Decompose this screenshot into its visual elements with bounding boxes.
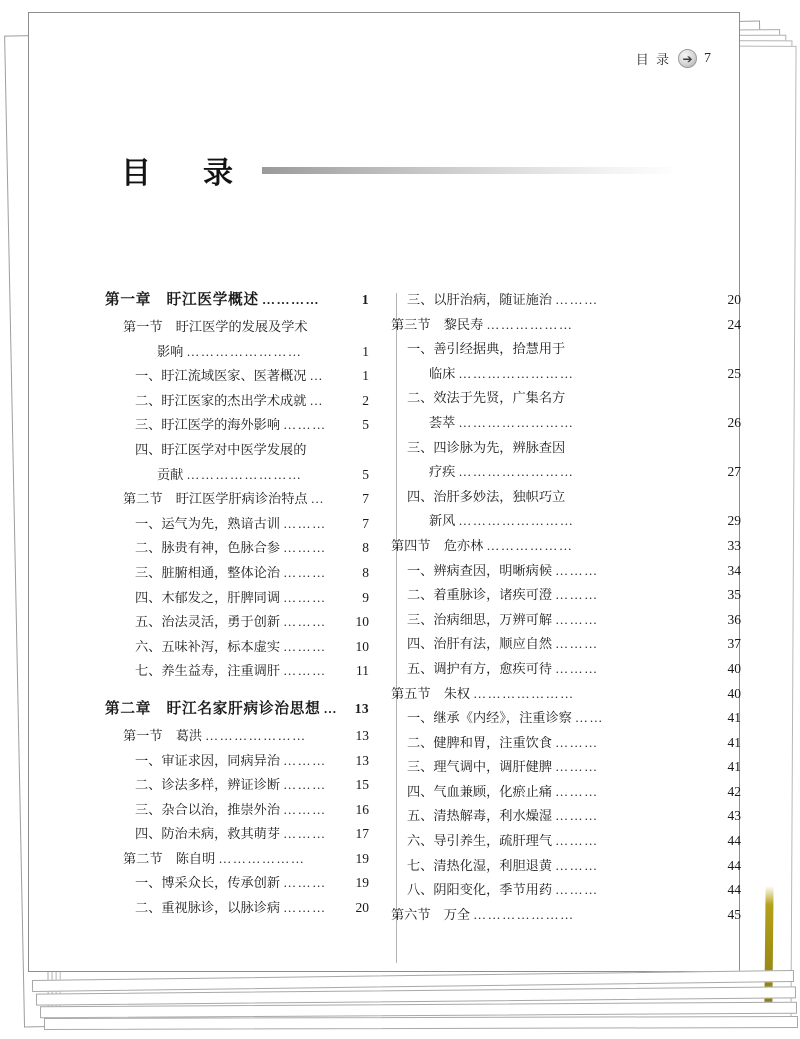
toc-entry-page-number: 15 (355, 777, 369, 793)
toc-entry-page-number: 27 (727, 464, 741, 480)
page-edge-4 (44, 1016, 798, 1030)
toc-entry-label: 三、理气调中，调肝健脾 (407, 759, 553, 775)
toc-entry-item[interactable] (391, 490, 741, 515)
toc-entry-page-number: 8 (362, 540, 369, 556)
toc-entry-section[interactable] (391, 687, 741, 712)
toc-entry-label: 疗疾 (429, 464, 456, 480)
toc-entry-label: 三、四诊脉为先，辨脉查因 (407, 439, 566, 455)
toc-entry-item[interactable] (391, 834, 741, 859)
toc-entry-label: 二、健脾和胃，注重饮食 (407, 734, 553, 750)
toc-leader-dots: ……… (555, 588, 599, 602)
toc-entry-item[interactable] (391, 809, 741, 834)
toc-entry-item[interactable] (391, 564, 741, 589)
toc-leader-dots: … (323, 701, 339, 715)
toc-entry-item[interactable] (105, 876, 369, 901)
toc-entry-page-number: 40 (727, 685, 741, 701)
toc-entry-label: 四、气血兼顾，化瘀止痛 (407, 783, 553, 799)
toc-entry-label: 三、以肝治病，随证施治 (407, 292, 553, 307)
toc-leader-dots: ……… (555, 834, 599, 848)
toc-leader-dots: ……… (283, 778, 327, 792)
toc-entry-item[interactable] (105, 591, 369, 616)
toc-leader-dots: ……… (283, 827, 327, 841)
toc-entry-cont[interactable] (391, 465, 741, 490)
toc-leader-dots: …………………… (186, 344, 303, 358)
toc-entry-item[interactable] (391, 785, 741, 810)
toc-entry-item[interactable] (391, 613, 741, 638)
toc-entry-label: 三、杂合以治，推崇外治 (135, 801, 281, 817)
toc-entry-section[interactable] (105, 492, 369, 517)
toc-entry-label: 二、脉贵有神，色脉合参 (135, 540, 281, 556)
toc-entry-page-number: 44 (727, 833, 741, 849)
toc-entry-page-number: 36 (727, 611, 741, 627)
toc-entry-item[interactable] (105, 664, 369, 689)
toc-leader-dots: … (309, 393, 324, 407)
toc-entry-label: 一、博采众长，传承创新 (135, 875, 281, 891)
toc-entry-label: 六、导引养生，疏肝理气 (407, 833, 553, 849)
toc-entry-label: 第一节 盱江医学的发展及学术 (123, 319, 308, 334)
toc-leader-dots: …………………… (186, 467, 303, 481)
toc-entry-page-number: 41 (727, 734, 741, 750)
toc-entry-label: 四、治肝多妙法，独帜巧立 (407, 488, 566, 504)
toc-entry-item[interactable] (105, 778, 369, 803)
toc-entry-page-number: 37 (727, 636, 741, 652)
toc-leader-dots: ……… (555, 809, 599, 823)
toc-entry-page-number: 44 (727, 882, 741, 898)
toc-entry-page-number: 1 (362, 343, 369, 359)
toc-entry-item[interactable] (105, 517, 369, 542)
toc-entry-page-number: 10 (355, 614, 369, 630)
toc-leader-dots: ……… (283, 615, 327, 629)
toc-entry-section[interactable] (105, 320, 369, 345)
toc-entry-label: 第一节 葛洪 (123, 727, 203, 743)
toc-spacer (105, 689, 369, 702)
toc-entry-item[interactable] (391, 736, 741, 761)
toc-leader-dots: ……… (555, 883, 599, 897)
toc-entry-label: 八、阴阳变化，季节用药 (407, 882, 553, 898)
toc-entry-label: 一、运气为先，熟谙古训 (135, 515, 281, 531)
toc-entry-page-number: 43 (727, 808, 741, 824)
toc-leader-dots: ……… (283, 541, 327, 555)
toc-entry-item[interactable] (105, 394, 369, 419)
toc-entry-item[interactable] (105, 541, 369, 566)
toc-entry-label: 四、木郁发之，肝脾同调 (135, 589, 281, 605)
toc-entry-page-number: 20 (355, 900, 369, 916)
toc-entry-cont[interactable] (391, 416, 741, 441)
toc-entry-label: 三、脏腑相通，整体论治 (135, 564, 281, 580)
toc-leader-dots: ……… (283, 639, 327, 653)
toc-entry-label: 二、盱江医家的杰出学术成就 (135, 392, 307, 408)
toc-leader-dots: ……… (283, 565, 327, 579)
toc-leader-dots: ……… (555, 760, 599, 774)
title-rule (262, 167, 681, 174)
toc-entry-item[interactable] (391, 760, 741, 785)
toc-entry-page-number: 24 (727, 316, 741, 332)
toc-entry-page-number: 5 (362, 466, 369, 482)
toc-entry-label: 二、着重脉诊，诸疾可澄 (407, 587, 553, 603)
toc-body (29, 291, 741, 971)
toc-entry-item[interactable] (105, 640, 369, 665)
toc-column-right (369, 291, 741, 971)
toc-entry-item[interactable] (105, 615, 369, 640)
toc-entry-item[interactable] (391, 859, 741, 884)
toc-entry-page-number: 7 (362, 491, 369, 507)
toc-entry-page-number: 19 (355, 850, 369, 866)
toc-leader-dots: ……… (283, 664, 327, 678)
toc-leader-dots: … (310, 492, 326, 506)
toc-entry-page-number: 26 (727, 414, 741, 430)
toc-leader-dots: ……………… (486, 317, 574, 331)
toc-leader-dots: ……… (283, 802, 327, 816)
toc-entry-page-number: 10 (355, 638, 369, 654)
toc-entry-cont[interactable] (105, 468, 369, 493)
toc-entry-page-number: 8 (362, 564, 369, 580)
toc-leader-dots: ……… (555, 784, 599, 798)
toc-leader-dots: ……… (283, 516, 327, 530)
toc-entry-label: 一、审证求因，同病异治 (135, 752, 281, 768)
toc-entry-label: 七、养生益寿，注重调肝 (135, 663, 281, 679)
toc-entry-page-number: 29 (727, 513, 741, 529)
toc-entry-item[interactable] (105, 566, 369, 591)
toc-leader-dots: ………………… (205, 728, 307, 742)
toc-leader-dots: …… (574, 711, 604, 725)
toc-leader-dots: ……… (555, 293, 599, 306)
running-head (636, 49, 711, 68)
toc-entry-page-number: 34 (727, 562, 741, 578)
toc-entry-item[interactable] (105, 443, 369, 468)
toc-entry-label: 七、清热化湿，利胆退黄 (407, 857, 553, 873)
toc-entry-item[interactable] (105, 754, 369, 779)
toc-entry-label: 一、善引经据典，拾慧用于 (407, 341, 566, 357)
toc-column-left (29, 291, 369, 971)
toc-entry-page-number: 2 (362, 392, 369, 408)
toc-entry-cont[interactable] (391, 367, 741, 392)
toc-leader-dots: ……… (283, 590, 327, 604)
toc-entry-label: 新风 (429, 513, 456, 529)
toc-title-row (121, 148, 681, 192)
toc-entry-label: 第三节 黎民寿 (391, 316, 484, 332)
toc-leader-dots: ………………… (473, 686, 575, 700)
toc-entry-label: 五、调护有方，愈疾可待 (407, 660, 553, 676)
toc-entry-section[interactable] (105, 852, 369, 877)
toc-entry-item[interactable] (391, 293, 741, 318)
toc-entry-label: 四、治肝有法，顺应自然 (407, 636, 553, 652)
toc-entry-label: 一、辨病查因，明晰病候 (407, 562, 553, 578)
toc-entry-item[interactable] (105, 418, 369, 443)
toc-entry-page-number: 41 (727, 710, 741, 726)
running-head-label: 目 录 (635, 52, 671, 67)
toc-entry-page-number: 13 (355, 727, 369, 743)
toc-entry-item[interactable] (391, 637, 741, 662)
toc-leader-dots: ……… (555, 661, 599, 675)
toc-entry-label: 四、防治未病，救其萌芽 (135, 826, 281, 842)
toc-entry-page-number: 42 (727, 783, 741, 799)
toc-entry-label: 贡献 (157, 466, 184, 482)
toc-entry-label: 一、盱江流域医家、医著概况 (135, 368, 307, 384)
page-title: 目 录 (121, 157, 244, 190)
toc-entry-page-number: 19 (355, 875, 369, 891)
toc-entry-label: 四、盱江医学对中医学发展的 (135, 441, 307, 457)
toc-leader-dots: … (309, 369, 324, 383)
toc-leader-dots: ……… (555, 612, 599, 626)
toc-leader-dots: …………………… (458, 415, 575, 429)
toc-entry-label: 二、重视脉诊，以脉诊病 (135, 900, 281, 916)
toc-entry-label: 影响 (157, 343, 184, 359)
toc-leader-dots: ………… (261, 293, 320, 306)
toc-entry-page-number: 13 (355, 752, 369, 768)
toc-entry-item[interactable] (391, 342, 741, 367)
toc-entry-label: 二、效法于先贤，广集名方 (407, 390, 566, 406)
toc-entry-page-number: 44 (727, 857, 741, 873)
toc-entry-label: 第六节 万全 (391, 906, 471, 922)
toc-entry-page-number: 7 (362, 515, 369, 531)
toc-entry-item[interactable] (391, 391, 741, 416)
toc-entry-label: 三、盱江医学的海外影响 (135, 417, 281, 433)
toc-entry-label: 第五节 朱权 (391, 685, 471, 701)
toc-page (28, 12, 740, 972)
toc-entry-label: 第二章 盱江名家肝病诊治思想 (105, 700, 321, 717)
toc-entry-page-number: 13 (354, 700, 369, 716)
toc-leader-dots: ………………… (473, 907, 575, 921)
toc-entry-item[interactable] (391, 711, 741, 736)
toc-leader-dots: …………………… (458, 465, 575, 479)
toc-entry-cont[interactable] (105, 345, 369, 370)
toc-entry-label: 五、清热解毒，利水燥湿 (407, 808, 553, 824)
toc-leader-dots: ……… (555, 858, 599, 872)
toc-entry-label: 一、继承《内经》，注重诊察 (407, 710, 572, 726)
toc-entry-page-number: 40 (727, 660, 741, 676)
toc-leader-dots: ……… (283, 753, 327, 767)
toc-entry-page-number: 33 (727, 537, 741, 553)
toc-entry-section[interactable] (391, 539, 741, 564)
toc-entry-label: 二、诊法多样，辨证诊断 (135, 777, 281, 793)
toc-entry-label: 六、五味补泻，标本虚实 (135, 638, 281, 654)
toc-leader-dots: …………………… (458, 514, 575, 528)
toc-entry-page-number: 41 (727, 759, 741, 775)
toc-entry-page-number: 25 (727, 365, 741, 381)
toc-entry-page-number: 20 (727, 292, 741, 307)
toc-entry-section[interactable] (391, 318, 741, 343)
toc-entry-label: 五、治法灵活，勇于创新 (135, 614, 281, 630)
toc-entry-label: 第二节 盱江医学肝病诊治特点 (123, 491, 308, 507)
toc-entry-page-number: 5 (362, 417, 369, 433)
toc-entry-page-number: 16 (355, 801, 369, 817)
toc-leader-dots: ……………… (218, 851, 306, 865)
toc-entry-chapter[interactable] (105, 293, 369, 320)
toc-entry-chapter[interactable] (105, 702, 369, 729)
toc-entry-page-number: 45 (727, 906, 741, 922)
toc-entry-section[interactable] (105, 729, 369, 754)
toc-entry-item[interactable] (391, 662, 741, 687)
toc-leader-dots: ……… (555, 735, 599, 749)
toc-entry-label: 临床 (429, 365, 456, 381)
toc-leader-dots: ……… (283, 418, 327, 432)
toc-entry-page-number: 9 (362, 589, 369, 605)
toc-entry-section[interactable] (391, 908, 741, 933)
toc-leader-dots: ……… (555, 637, 599, 651)
toc-entry-page-number: 1 (361, 292, 369, 307)
toc-entry-item[interactable] (105, 827, 369, 852)
arrow-glyph: ➔ (682, 51, 693, 66)
toc-entry-page-number: 1 (362, 368, 369, 384)
toc-entry-item[interactable] (105, 803, 369, 828)
toc-entry-label: 三、治病细思，万辨可解 (407, 611, 553, 627)
page-number: 7 (704, 50, 711, 66)
toc-entry-item[interactable] (105, 369, 369, 394)
toc-entry-item[interactable] (391, 588, 741, 613)
toc-leader-dots: ……… (555, 563, 599, 577)
toc-leader-dots: ……… (283, 876, 327, 890)
toc-entry-page-number: 35 (727, 587, 741, 603)
toc-leader-dots: ……………… (486, 538, 574, 552)
toc-leader-dots: ……… (283, 901, 327, 915)
arrow-right-circle-icon (678, 49, 697, 68)
toc-entry-label: 第一章 盱江医学概述 (105, 292, 259, 308)
toc-entry-label: 第四节 危亦林 (391, 537, 484, 553)
toc-entry-page-number: 11 (356, 663, 369, 679)
toc-entry-label: 第二节 陈自明 (123, 850, 216, 866)
toc-entry-item[interactable] (105, 901, 369, 926)
toc-entry-item[interactable] (391, 883, 741, 908)
toc-entry-item[interactable] (391, 441, 741, 466)
toc-entry-label: 荟萃 (429, 414, 456, 430)
toc-entry-page-number: 17 (355, 826, 369, 842)
toc-leader-dots: …………………… (458, 366, 575, 380)
toc-entry-cont[interactable] (391, 514, 741, 539)
